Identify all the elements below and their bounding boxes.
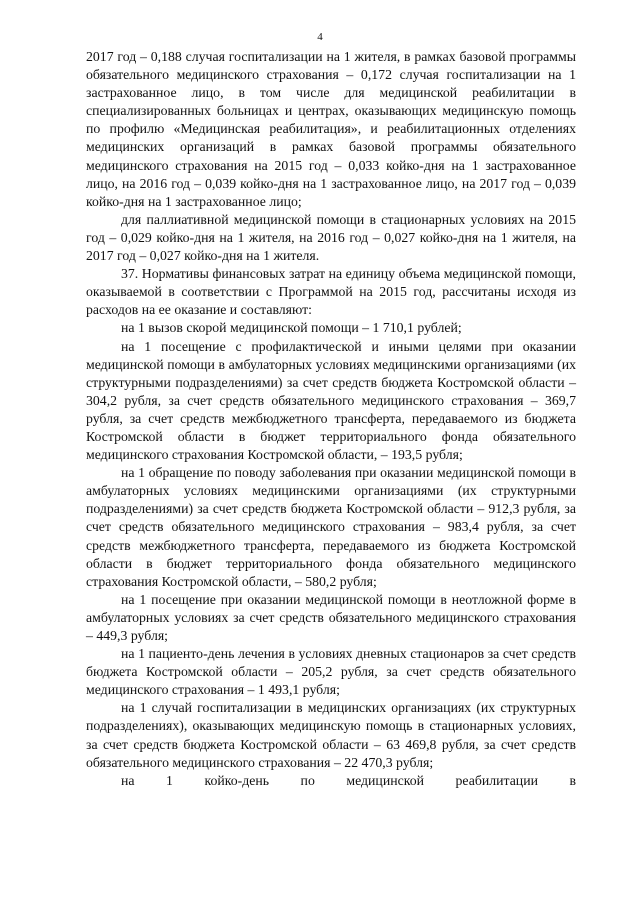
paragraph-day-hospital: на 1 пациенто-день лечения в условиях дневных стационаров за счет средств бюджета Костромской области – 205,2 рубля, за счет средств обязательного медицинского страхования – 1 493,1 рубля;	[86, 646, 576, 698]
paragraph-disease-appeal: на 1 обращение по поводу заболевания при оказании медицинской помощи в амбулаторных условиях медицинскими организациями (их структурными подразделениями) за счет средств бюджета Костромской области – 912,3 рубля, за счет средств обязательного медицинского страхования – 983,4 рубля, за счет средств межбюджетного трансферта, передаваемого из бюджета Костромской области в бюджет территориального фонда обязательного медицинского страхования Костромской области, – 580,2 рубля;	[86, 465, 576, 589]
paragraph-ambulance-call: на 1 вызов скорой медицинской помощи – 1 710,1 рублей;	[121, 320, 462, 336]
paragraph-item-37-financial-norms: 37. Нормативы финансовых затрат на единицу объема медицинской помощи, оказываемой в соответствии с Программой на 2015 год, рассчитаны исходя из расходов на ее оказание и составляют:	[86, 266, 576, 318]
paragraph-hospitalization-norms: 2017 год – 0,188 случая госпитализации на 1 жителя, в рамках базовой программы обязательного медицинского страхования – 0,172 случая госпитализации на 1 застрахованное лицо, в том числе для медицинской реабилитации в специализированных больницах и центрах, оказывающих медицинскую помощь по профилю «Медицинская реабилитация», и реабилитационных отделениях медицинских организаций в рамках базовой программы обязательного медицинского страхования на 2015 год – 0,033 койко-дня на 1 застрахованное лицо, на 2016 год – 0,039 койко-дня на 1 застрахованное лицо, на 2017 год – 0,039 койко-дня на 1 застрахованное лицо;	[86, 49, 576, 209]
paragraph-urgent-visit: на 1 посещение при оказании медицинской помощи в неотложной форме в амбулаторных условиях за счет средств обязательного медицинского страхования – 449,3 рубля;	[86, 591, 576, 643]
paragraph-rehabilitation-bed-day: на 1 койко-день по медицинской реабилитации в	[121, 772, 576, 788]
document-body	[86, 48, 576, 790]
paragraph-palliative-care: для паллиативной медицинской помощи в стационарных условиях на 2015 год – 0,029 койко-дня на 1 жителя, на 2016 год – 0,027 койко-дня на 1 жителя, на 2017 год – 0,027 койко-дня на 1 жителя.	[86, 211, 576, 264]
page-number: 4	[317, 31, 323, 43]
paragraph-hospitalization-cost: на 1 случай госпитализации в медицинских организациях (их структурных подразделениях), оказывающих медицинскую помощь в стационарных условиях, за счет средств бюджета Костромской области – 63 469,8 рубля, за счет средств обязательного медицинского страхования – 22 470,3 рубля;	[86, 700, 576, 770]
paragraph-preventive-visit: на 1 посещение с профилактической и иными целями при оказании медицинской помощи в амбулаторных условиях медицинскими организациями (их структурными подразделениями) за счет средств бюджета Костромской области – 304,2 рубля, за счет средств обязательного медицинского страхования – 369,7 рубля, за счет средств межбюджетного трансферта, передаваемого из бюджета Костромской области в бюджет территориального фонда обязательного медицинского страхования Костромской области, – 193,5 рубля;	[86, 338, 576, 463]
